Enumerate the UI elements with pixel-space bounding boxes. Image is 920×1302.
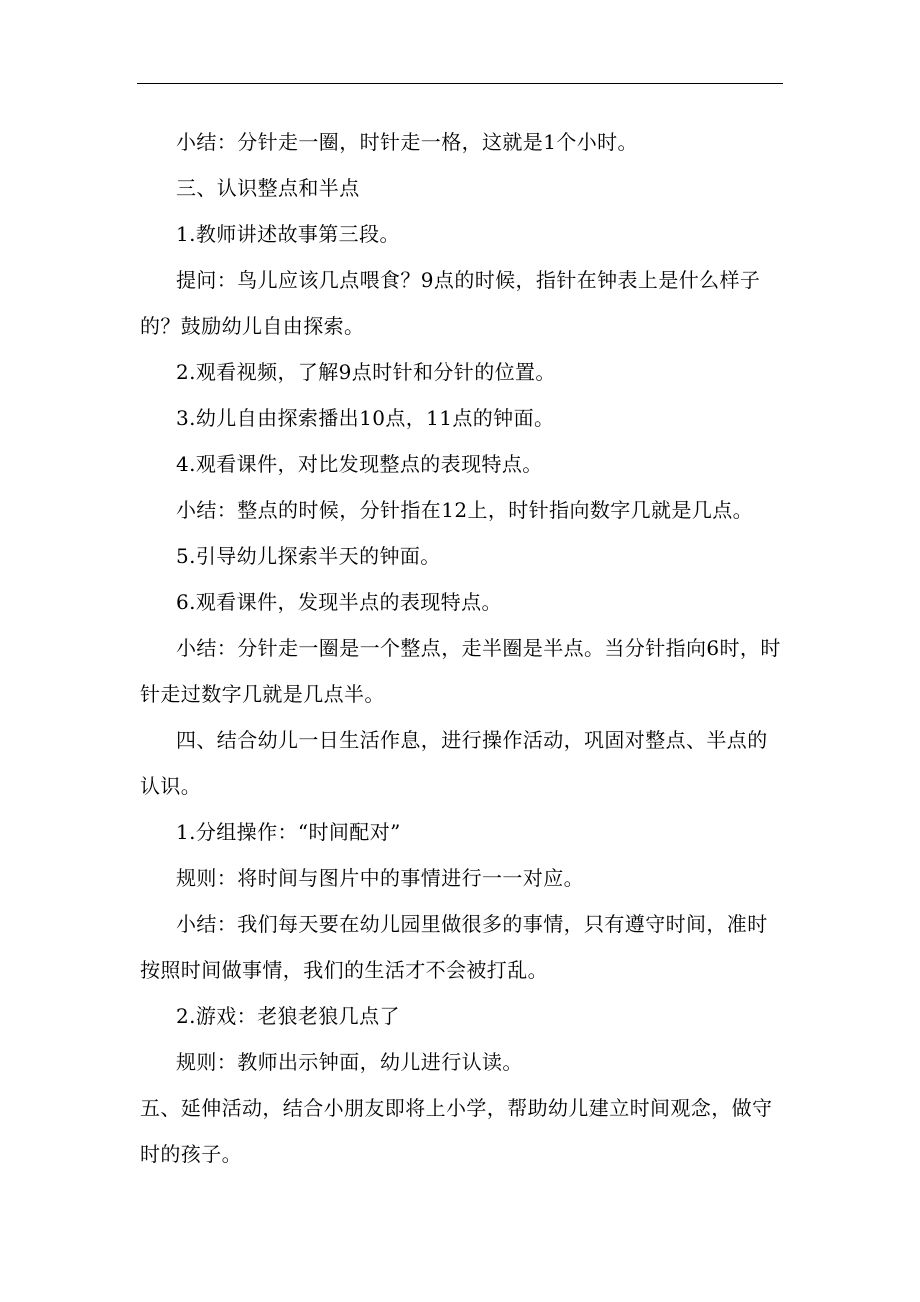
list-item-paragraph: 1.教师讲述故事第三段。 xyxy=(176,222,400,246)
header-rule xyxy=(137,83,783,84)
list-item-paragraph: 1.分组操作：“时间配对” xyxy=(176,820,401,844)
summary-paragraph: 小结：分针走一圈是一个整点，走半圈是半点。当分针指向6时，时针走过数字几就是几点半。 xyxy=(140,636,781,706)
list-item-paragraph: 3.幼儿自由探索播出10点，11点的钟面。 xyxy=(176,406,555,430)
document-body xyxy=(140,119,782,1177)
list-item-paragraph: 5.引导幼儿探索半天的钟面。 xyxy=(176,544,441,568)
rule-paragraph: 规则：教师出示钟面，幼儿进行认读。 xyxy=(176,1050,523,1074)
rule-paragraph: 规则：将时间与图片中的事情进行一一对应。 xyxy=(176,866,584,890)
summary-paragraph: 小结：整点的时候，分针指在12上，时针指向数字几就是几点。 xyxy=(176,498,754,522)
question-paragraph: 提问：鸟儿应该几点喂食？9点的时候，指针在钟表上是什么样子的？鼓励幼儿自由探索。 xyxy=(140,268,761,338)
section-heading-5: 五、延伸活动，结合小朋友即将上小学，帮助幼儿建立时间观念，做守时的孩子。 xyxy=(140,1096,773,1166)
section-heading-4: 四、结合幼儿一日生活作息，进行操作活动，巩固对整点、半点的认识。 xyxy=(140,728,768,798)
list-item-paragraph: 2.观看视频，了解9点时针和分针的位置。 xyxy=(176,360,556,384)
summary-paragraph: 小结：分针走一圈，时针走一格，这就是1个小时。 xyxy=(176,130,638,154)
list-item-paragraph: 4.观看课件，对比发现整点的表现特点。 xyxy=(176,452,543,476)
list-item-paragraph: 6.观看课件，发现半点的表现特点。 xyxy=(176,590,502,614)
summary-paragraph: 小结：我们每天要在幼儿园里做很多的事情，只有遵守时间，准时按照时间做事情，我们的生活才不会被打乱。 xyxy=(140,912,768,982)
section-heading-3: 三、认识整点和半点 xyxy=(176,176,360,200)
list-item-paragraph: 2.游戏：老狼老狼几点了 xyxy=(176,1004,400,1028)
